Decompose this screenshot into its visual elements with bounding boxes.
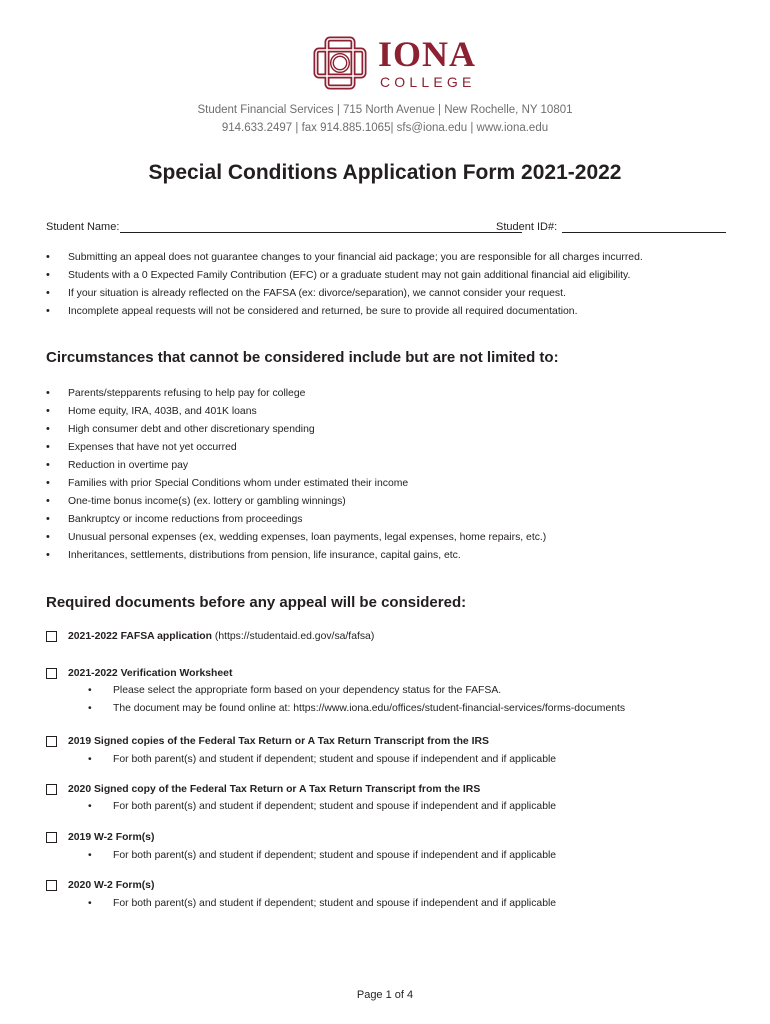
page-number: Page 1 of 4 [356, 989, 414, 1001]
logo-wordmark-college: COLLEGE [380, 74, 476, 90]
checkbox-w2-2019[interactable] [46, 832, 57, 843]
student-info-row [46, 220, 726, 236]
logo-wordmark-iona: IONA [378, 34, 477, 74]
checkbox-w2-2020[interactable] [46, 880, 57, 891]
address-line-2: 914.633.2497 | fax 914.885.1065| sfs@iona.edu | www.iona.edu [221, 122, 549, 134]
checkbox-fafsa[interactable] [46, 631, 57, 642]
circumstances-heading: Circumstances that cannot be considered include but are not limited to: [46, 349, 559, 366]
address-line-1: Student Financial Services | 715 North Avenue | New Rochelle, NY 10801 [197, 104, 573, 116]
checkbox-tax-2019[interactable] [46, 736, 57, 747]
student-id-label: Student ID#: [496, 221, 558, 233]
form-page: IONA COLLEGE Student Financial Services | 715 North Avenue | New Rochelle, NY 10801 914.633.2497 | fax 914.885.1065| sfs@iona.edu | www.iona.edu Special Conditions Application Form 2021-2022 Student Name: Student ID#: • Submitting an appeal does not guarantee changes to your financial aid package; you are responsible for all charges incurred. • Students with a 0 Expected Family Contribution (EFC) or a graduate student may not gain additional financial aid eligibility. • If your situation is already reflected on the FAFSA (ex: divorce/separation), we cannot consider your request. • Incomplete appeal requests will not be considered and returned, be sure to provide all required documentation. Circumstances that cannot be considered include but are not limited to: • Parents/stepparents refusing to help pay for college • Home equity, IRA, 403B, and 401K loans • High consumer debt and other discretionary spending • Expenses that have not yet occurred • Reduction in overtime pay • Families with prior Special Conditions whom under estimated their income • One-time bonus income(s) (ex. lottery or gambling winnings) • Bankruptcy or income reductions from proceedings • Unusual personal expenses (ex, wedding expenses, loan payments, legal expenses, home repairs, etc.) • Inheritances, settlements, distributions from pension, life insurance, capital gains, etc. Required documents before any appeal will be considered: 2021-2022 FAFSA application (https://studentaid.ed.gov/sa/fafsa) 2021-2022 Verification Worksheet • Please select the appropriate form based on your dependency status for the FAFSA. • The document may be found online at: https://www.iona.edu/offices/student-financial-services/forms-documents 2019 Signed copies of the Federal Tax Return or A Tax Return Transcript from the IRS • For both parent(s) and student if dependent; student and spouse if independent and if applicable 2020 Signed copy of the Federal Tax Return or A Tax Return Transcript from the IRS • For both parent(s) and student if dependent; student and spouse if independent and if applicable 2019 W-2 Form(s) • For both parent(s) and student if dependent; student and spouse if independent and if applicable 2020 W-2 Form(s) • For both parent(s) and student if dependent; student and spouse if independent and if applicable Page 1 of 4 [0, 0, 770, 1024]
student-name-field[interactable] [120, 232, 522, 233]
student-name-label: Student Name: [46, 221, 120, 233]
iona-college-logo [310, 34, 477, 92]
student-id-field[interactable] [562, 232, 726, 233]
checkbox-verification[interactable] [46, 668, 57, 679]
form-title: Special Conditions Application Form 2021-2022 [148, 161, 622, 184]
checkbox-tax-2020[interactable] [46, 784, 57, 795]
required-documents-heading: Required documents before any appeal will be considered: [46, 594, 467, 611]
crest-icon [310, 34, 370, 92]
